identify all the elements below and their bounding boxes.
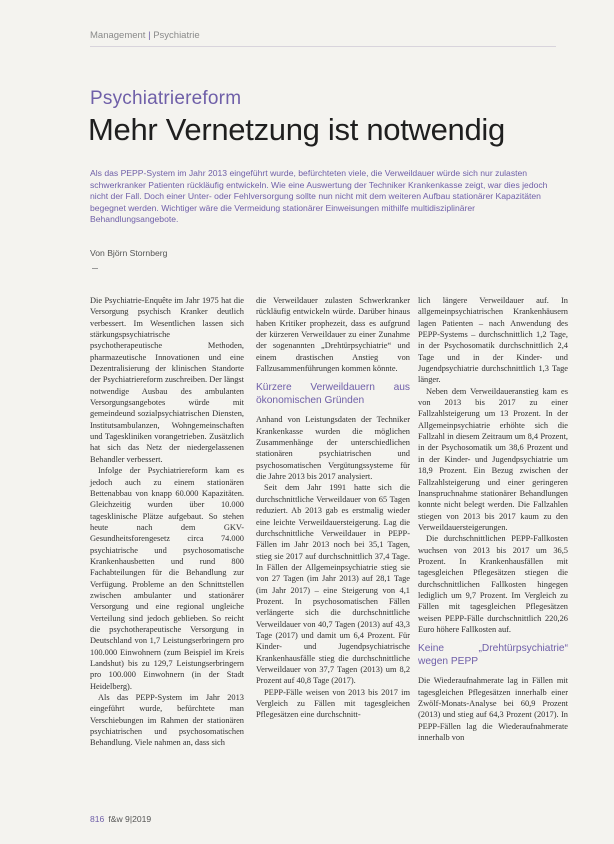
header-divider [90, 46, 556, 47]
paragraph: lich längere Verweildauer auf. In allgemeinpsychiatrischen Krankenhäusern lagen Patienten – nach Anwendung des PEPP-Systems – durchschnittlich 1,2 Tage, in der Psychosomatik durchschnittlich 2,4 Tage und in der Kinder- und Jugendpsychiatrie durchschnittlich 1,3 Tage länger. [418, 296, 568, 385]
article-author: Von Björn Stornberg [90, 248, 168, 258]
subsection-label: Psychiatrie [153, 30, 200, 41]
article-kicker: Psychiatriereform [90, 88, 242, 109]
paragraph: PEPP-Fälle weisen von 2013 bis 2017 im Vergleich zu Fällen mit tagesgleichen Pflegesätzen eine durchschnitt- [256, 687, 410, 720]
text-column-3 [418, 295, 568, 743]
paragraph: Neben dem Verweildaueranstieg kam es von 2013 bis 2017 zu einer Fallzahlsteigerung um 13 Prozent. In der Allgemeinpsychiatrie erhöhte sich die Fallzahl in diesem Zeitraum um 8,4 Prozent, in der Psychosomatik um 38,6 Prozent und in der Kinder- und Jugendpsychiatrie um 18,9 Prozent. Ein Bezug zwischen der Fallzahlsteigerung und einer geringeren Inanspruchnahme stationärer Behandlungen konnte nicht belegt werden. Die Fallzahlen stiegen von 2013 bis 2017 kaum zu den Verweildauersteigerungen. [418, 386, 568, 532]
section-label: Management [90, 30, 146, 41]
subheading: Keine „Drehtürpsychiatrie“ wegen PEPP [418, 643, 568, 667]
subheading: Kürzere Verweildauern aus ökonomischen Gründen [256, 382, 410, 406]
paragraph: die Verweildauer zulasten Schwerkranker rückläufig entwickeln würde. Darüber hinaus haben Kritiker prophezeit, dass es aufgrund der kürzeren Verweildauer zu einer Zunahme der sogenannten „Drehtürpsychiatrie“ und einem drastischen Anstieg von Fallzusammenführungen kommen könnte. [256, 296, 410, 374]
author-divider [92, 268, 98, 269]
article-lead: Als das PEPP-System im Jahr 2013 eingeführt wurde, befürchteten viele, die Verweildauer würde sich nur zulasten schwerkranker Patienten rückläufig entwickeln. Wie eine Auswertung der Techniker Krankenkasse zeigt, war dies jedoch nicht der Fall. Doch einer Unter- oder Fehlversorgung sollte nun nicht mit dem weiteren Aufbau stationärer Kapazitäten begegnet werden. Wichtiger wäre die Vermeidung stationärer Einweisungen mithilfe multidisziplinärer Behandlungsangebote. [90, 168, 548, 225]
paragraph: Die Psychiatrie-Enquête im Jahr 1975 hat die Versorgung psychisch Kranker deutlich verbessert. Im Wesentlichen lassen sich stärkungspsychiatrische psychotherapeutische Methoden, pharmazeutische Innovationen und eine Dezentralisierung der klinischen Standorte der Psychiatriereform zuschreiben. Der längst notwendige Ausbau des ambulanten Versorgungsangebotes würde mit gemeindeund sozialpsychiatrischen Diensten, Institutsambulanzen, Wohngemeinschaften und Tageskliniken vorangetrieben. Zusätzlich hat sich das Netz der niedergelassenen Behandler verbessert. [90, 296, 244, 464]
paragraph: Die durchschnittlichen PEPP-Fallkosten wuchsen von 2013 bis 2017 um 36,5 Prozent. In Krankenhausfällen mit tagesgleichen Pflegesätzen stiegen die durchschnittlichen Fallkosten hingegen lediglich um 9,7 Prozent. Im Vergleich zu Fällen mit tagesgleichen Pflegesätzen weisen PEPP-Fälle durchschnittlich 220,26 Euro höhere Fallkosten auf. [418, 534, 568, 634]
paragraph: Infolge der Psychiatriereform kam es jedoch auch zu einem stationären Bettenabbau von knapp 60.000 Kapazitäten. Gleichzeitig wurden über 10.000 tagesklinische Plätze aufgebaut. So stehen heute nach dem GKV-Gesundheitsforengesetz circa 74.000 psychiatrische und psychosomatische Krankenhausbetten und rund 800 Fachabteilungen für die Behandlung zur Verfügung. Probleme an den Schnittstellen zwischen ambulanter und stationärer Versorgung und eine regional ungleiche Verteilung sind jedoch geblieben. So reicht die psychotherapeutische Versorgung in Deutschland von 1,7 Leistungserbringern pro 100.000 Einwohnern (zum Beispiel im Kreis Landshut) bis zu 129,7 Leistungserbringern pro 100.000 Einwohnern (in der Stadt Heidelberg). [90, 466, 244, 691]
paragraph: Die Wiederaufnahmerate lag in Fällen mit tagesgleichen Pflegesätzen innerhalb einer Zwölf-Monats-Analyse bei 60,9 Prozent (2013) und stieg auf 64,3 Prozent (2017). In PEPP-Fällen lag die Wiederaufnahmerate innerhalb von [418, 676, 568, 743]
text-column-2 [256, 295, 410, 721]
section-header [90, 30, 200, 41]
article-title: Mehr Vernetzung ist notwendig [88, 112, 505, 147]
journal-name: f&w 9|2019 [108, 814, 152, 824]
paragraph: Als das PEPP-System im Jahr 2013 eingeführt wurde, befürchtete man Verschiebungen im Rahmen der stationären psychiatrischen und psychosomatischen Behandlung. Viele nahmen an, dass sich [90, 693, 244, 748]
paragraph: Seit dem Jahr 1991 hatte sich die durchschnittliche Verweildauer von 65 Tagen reduziert. Ab 2013 gab es erstmalig wieder eine leichte Verweildauersteigerung. Lag die durchschnittliche Verweildauer in PEPP-Fällen im Jahr 2013 noch bei 35,1 Tagen, stieg sie 2017 auf durchschnittlich 37,4 Tage. In Fällen der Allgemeinpsychiatrie stieg sie von 27 Tagen (im Jahr 2013) auf 28,1 Tage (im Jahr 2017) – eine Steigerung von 4,1 Prozent. In psychosomatischen Fällen verlängerte sich die durchschnittliche Verweildauer von 40,7 Tagen (2013) auf 43,3 Tage (2017) und damit um 6,4 Prozent. Für Kinder- und Jugendpsychiatrische Krankenhausfälle stieg die durchschnittliche Verweildauer von 37,7 Tagen (2013) um 8,2 Prozent auf 40,8 Tage (2017). [256, 483, 410, 686]
text-column-1 [90, 295, 244, 749]
page-number: 816 [90, 814, 105, 824]
paragraph: Anhand von Leistungsdaten der Techniker Krankenkasse wurden die möglichen Zusammenhänge der unterschiedlichen stationären psychiatrischen und psychosomatischen Vergütungssysteme für die Jahre 2013 bis 2017 analysiert. [256, 415, 410, 482]
page-footer [90, 814, 151, 824]
section-separator: | [145, 30, 154, 41]
